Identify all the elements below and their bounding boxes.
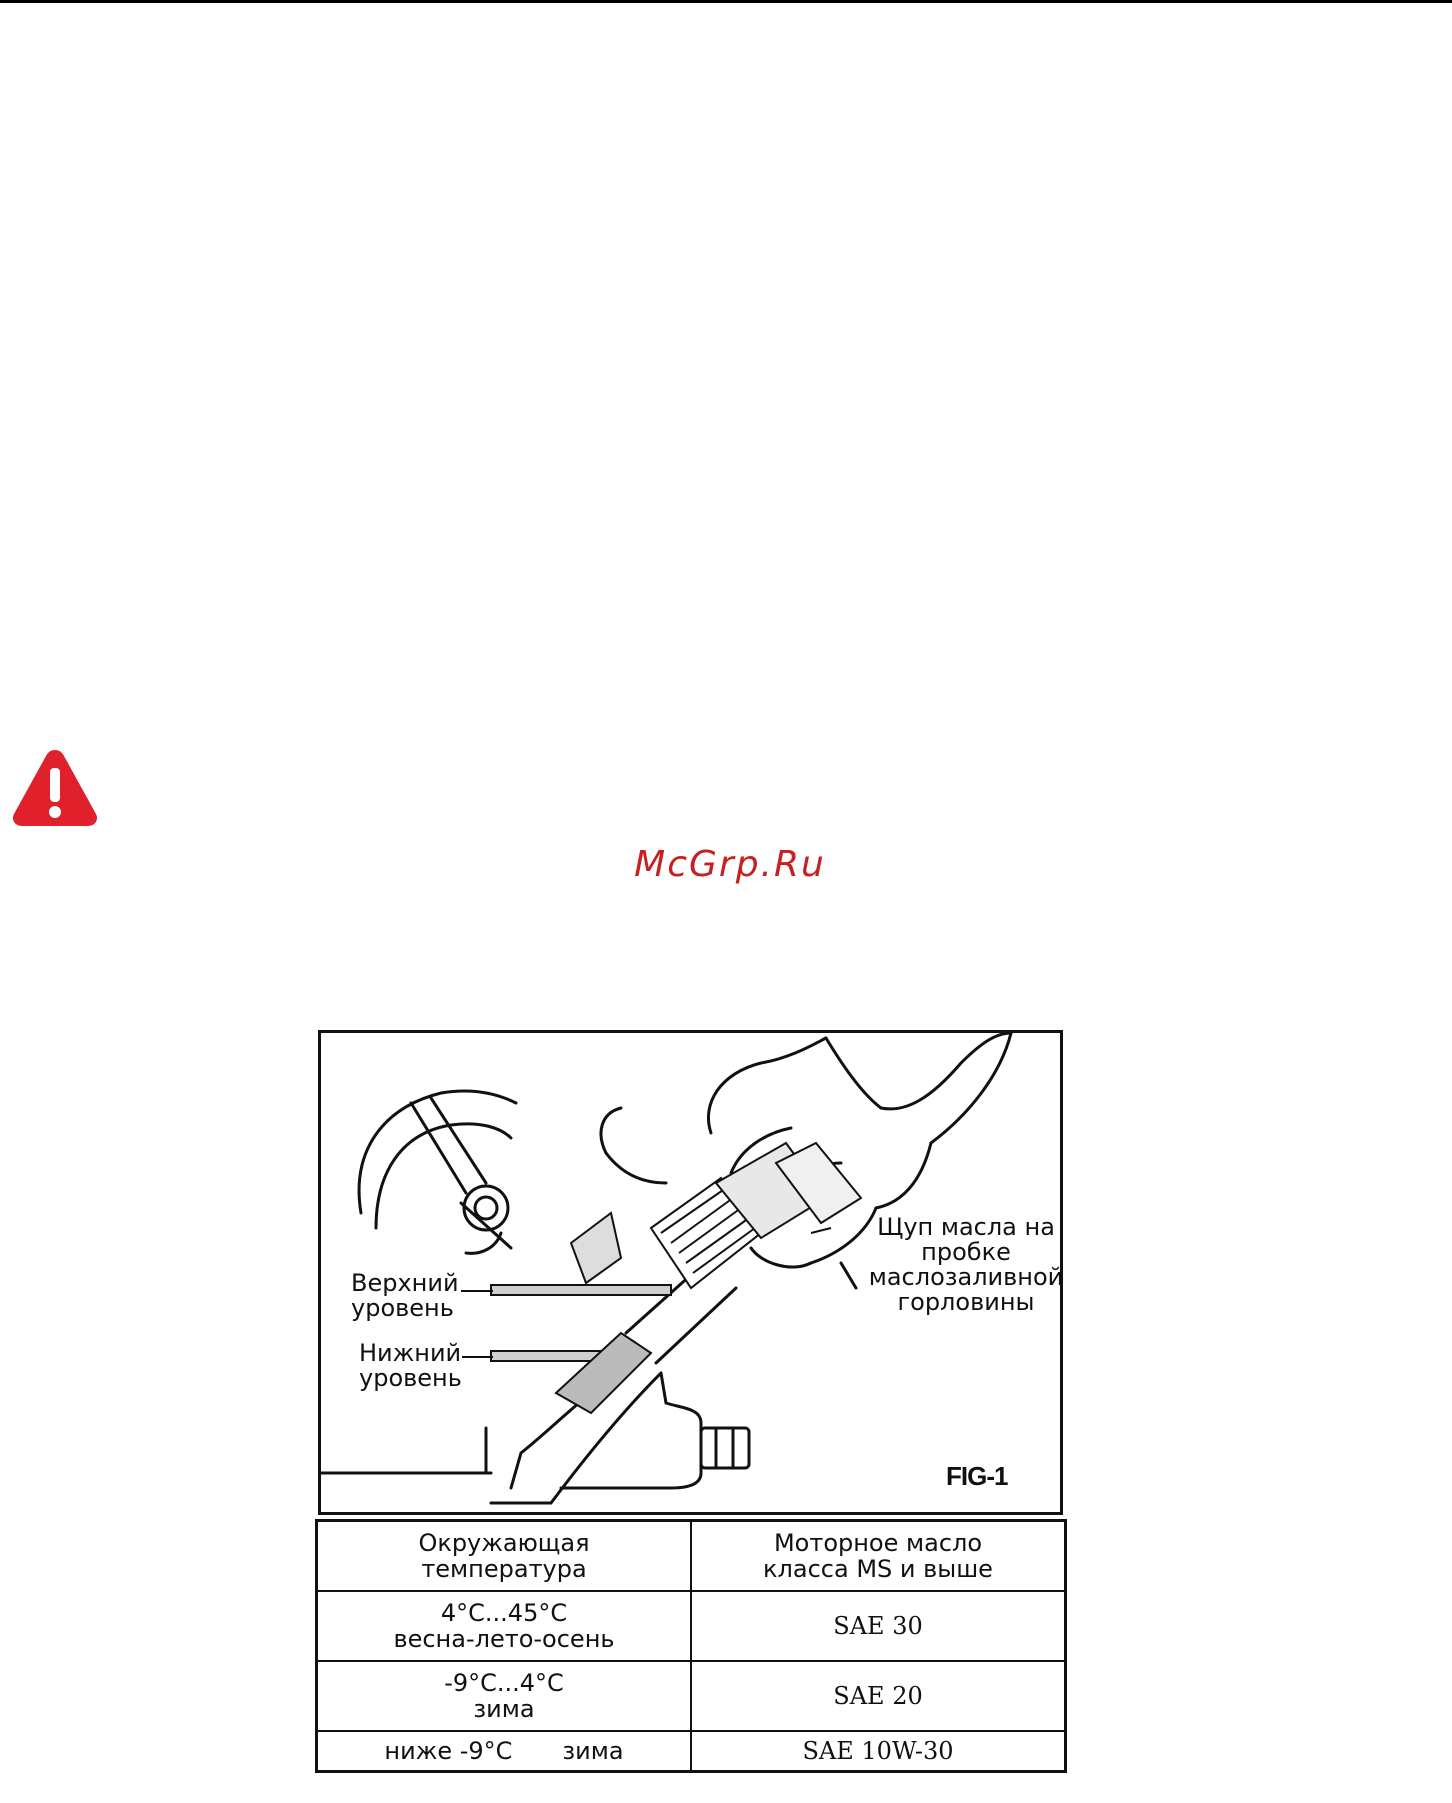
- warning-triangle-icon: [10, 744, 100, 830]
- figure-label: FIG-1: [946, 1461, 1008, 1491]
- oil-cell: SAE 30: [691, 1591, 1066, 1661]
- table-row: [317, 1661, 1066, 1731]
- header-oil: Моторное масло класса MS и выше: [691, 1521, 1066, 1592]
- header-temperature: Окружающая температура: [317, 1521, 692, 1592]
- oil-table: [315, 1519, 1067, 1773]
- oil-cell: SAE 20: [691, 1661, 1066, 1731]
- temperature-cell: ниже -9°C зима: [317, 1731, 692, 1772]
- oil-cell: SAE 10W-30: [691, 1731, 1066, 1772]
- temperature-cell: -9°C...4°C зима: [317, 1661, 692, 1731]
- figure-oil-dipstick: [318, 1030, 1063, 1515]
- table-row: [317, 1591, 1066, 1661]
- lower-level-label: Нижний уровень: [359, 1339, 462, 1392]
- upper-level-label: Верхний уровень: [351, 1269, 459, 1322]
- table-header-row: [317, 1521, 1066, 1592]
- dipstick-label: Щуп масла на пробке маслозаливной горловины: [868, 1213, 1064, 1316]
- table-row: [317, 1731, 1066, 1772]
- temperature-cell: 4°C...45°C весна-лето-осень: [317, 1591, 692, 1661]
- top-rule: [0, 0, 1452, 3]
- watermark: McGrp.Ru: [634, 844, 826, 885]
